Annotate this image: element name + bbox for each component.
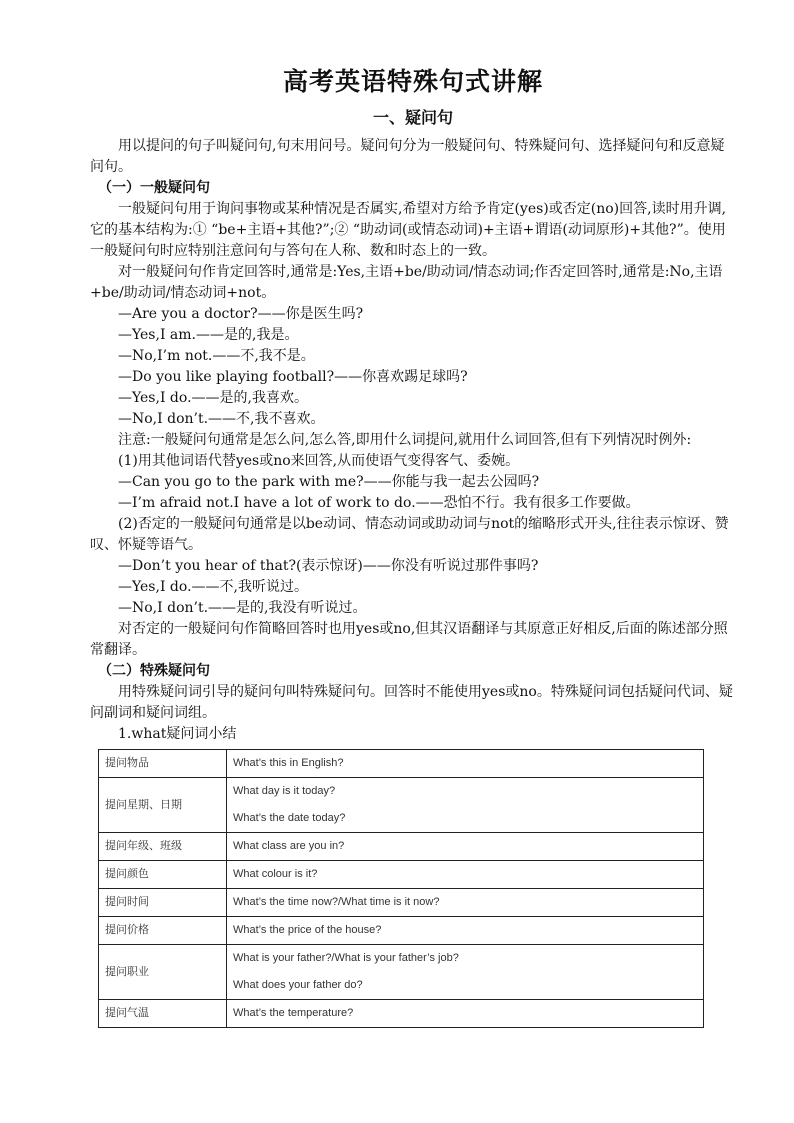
document-page [90,62,736,1028]
table-cell-example: What’s the temperature? [227,1000,704,1028]
table-cell-topic: 提问颜色 [99,861,227,889]
table-cell-example: What’s this in English? [227,750,704,778]
note-point-2: (2)否定的一般疑问句通常是以be动词、情态动词或助动词与not的缩略形式开头,往往表示惊讶、赞叹、怀疑等语气。 [90,516,729,553]
table-cell-topic: 提问气温 [99,1000,227,1028]
example-line: —Can you go to the park with me?——你能与我一起去公园吗? [90,474,540,490]
paragraph-answers: 对一般疑问句作肯定回答时,通常是:Yes,主语+be/助动词/情态动词;作否定回答时,通常是:No,主语+be/助动词/情态动词+not。 [90,264,723,301]
subheading-general-questions: （一）一般疑问句 [98,180,210,196]
table-cell-topic: 提问年级、班级 [99,833,227,861]
example-line: —Yes,I do.——不,我听说过。 [90,579,308,595]
example-line: —Yes,I do.——是的,我喜欢。 [90,390,308,406]
note-paragraph: 注意:一般疑问句通常是怎么问,怎么答,即用什么词提问,就用什么词回答,但有下列情况时例外: [90,432,692,448]
example-line: —Are you a doctor?——你是医生吗? [90,306,364,322]
what-question-table [98,749,704,1028]
table-row [99,889,704,917]
note-point-1: (1)用其他词语代替yes或no来回答,从而使语气变得客气、委婉。 [90,453,520,469]
section-heading-questions: 一、疑问句 [372,108,453,127]
paragraph-negative-answer: 对否定的一般疑问句作简略回答时也用yes或no,但其汉语翻译与其原意正好相反,后面的陈述部分照常翻译。 [90,621,728,658]
example-line: —No,I don’t.——不,我不喜欢。 [90,411,325,427]
table-cell-topic: 提问价格 [99,917,227,945]
example-line: —Don’t you hear of that?(表示惊讶)——你没有听说过那件事吗? [90,558,539,574]
paragraph-what-summary: 1.what疑问词小结 [90,726,237,742]
subheading-special-questions: （二）特殊疑问句 [98,663,210,679]
table-row [99,917,704,945]
table-cell-topic: 提问星期、日期 [99,778,227,833]
table-cell-example: What class are you in? [227,833,704,861]
table-cell-topic: 提问物品 [99,750,227,778]
table-cell-example: What day is it today? What’s the date today? [227,778,704,833]
table-cell-topic: 提问职业 [99,945,227,1000]
table-row [99,750,704,778]
table-cell-topic: 提问时间 [99,889,227,917]
example-line: —Yes,I am.——是的,我是。 [90,327,299,343]
table-cell-example: What’s the time now?/What time is it now? [227,889,704,917]
table-cell-example: What colour is it? [227,861,704,889]
table-row [99,1000,704,1028]
paragraph-special-questions: 用特殊疑问词引导的疑问句叫特殊疑问句。回答时不能使用yes或no。特殊疑问词包括疑问代词、疑问副词和疑问词组。 [90,684,733,721]
paragraph-structure: 一般疑问句用于询问事物或某种情况是否属实,希望对方给予肯定(yes)或否定(no)回答,读时用升调,它的基本结构为:① “be+主语+其他?”;② “助动词(或情态动词)+主语+谓语(动词原形)+其他?”。使用一般疑问句时应特别注意问句与答句在人称、数和时态上的一致。 [90,201,727,259]
table-row [99,833,704,861]
table-cell-example: What’s the price of the house? [227,917,704,945]
example-line: —No,I don’t.——是的,我没有听说过。 [90,600,367,616]
page-title: 高考英语特殊句式讲解 [282,67,543,96]
table-row [99,778,704,833]
table-row [99,945,704,1000]
example-line: —I’m afraid not.I have a lot of work to do.——恐怕不行。我有很多工作要做。 [90,495,640,511]
table-cell-example: What is your father?/What is your father’s job? What does your father do? [227,945,704,1000]
intro-paragraph: 用以提问的句子叫疑问句,句末用问号。疑问句分为一般疑问句、特殊疑问句、选择疑问句和反意疑问句。 [90,138,725,175]
table-row [99,861,704,889]
example-line: —No,I’m not.——不,我不是。 [90,348,315,364]
example-line: —Do you like playing football?——你喜欢踢足球吗? [90,369,468,385]
